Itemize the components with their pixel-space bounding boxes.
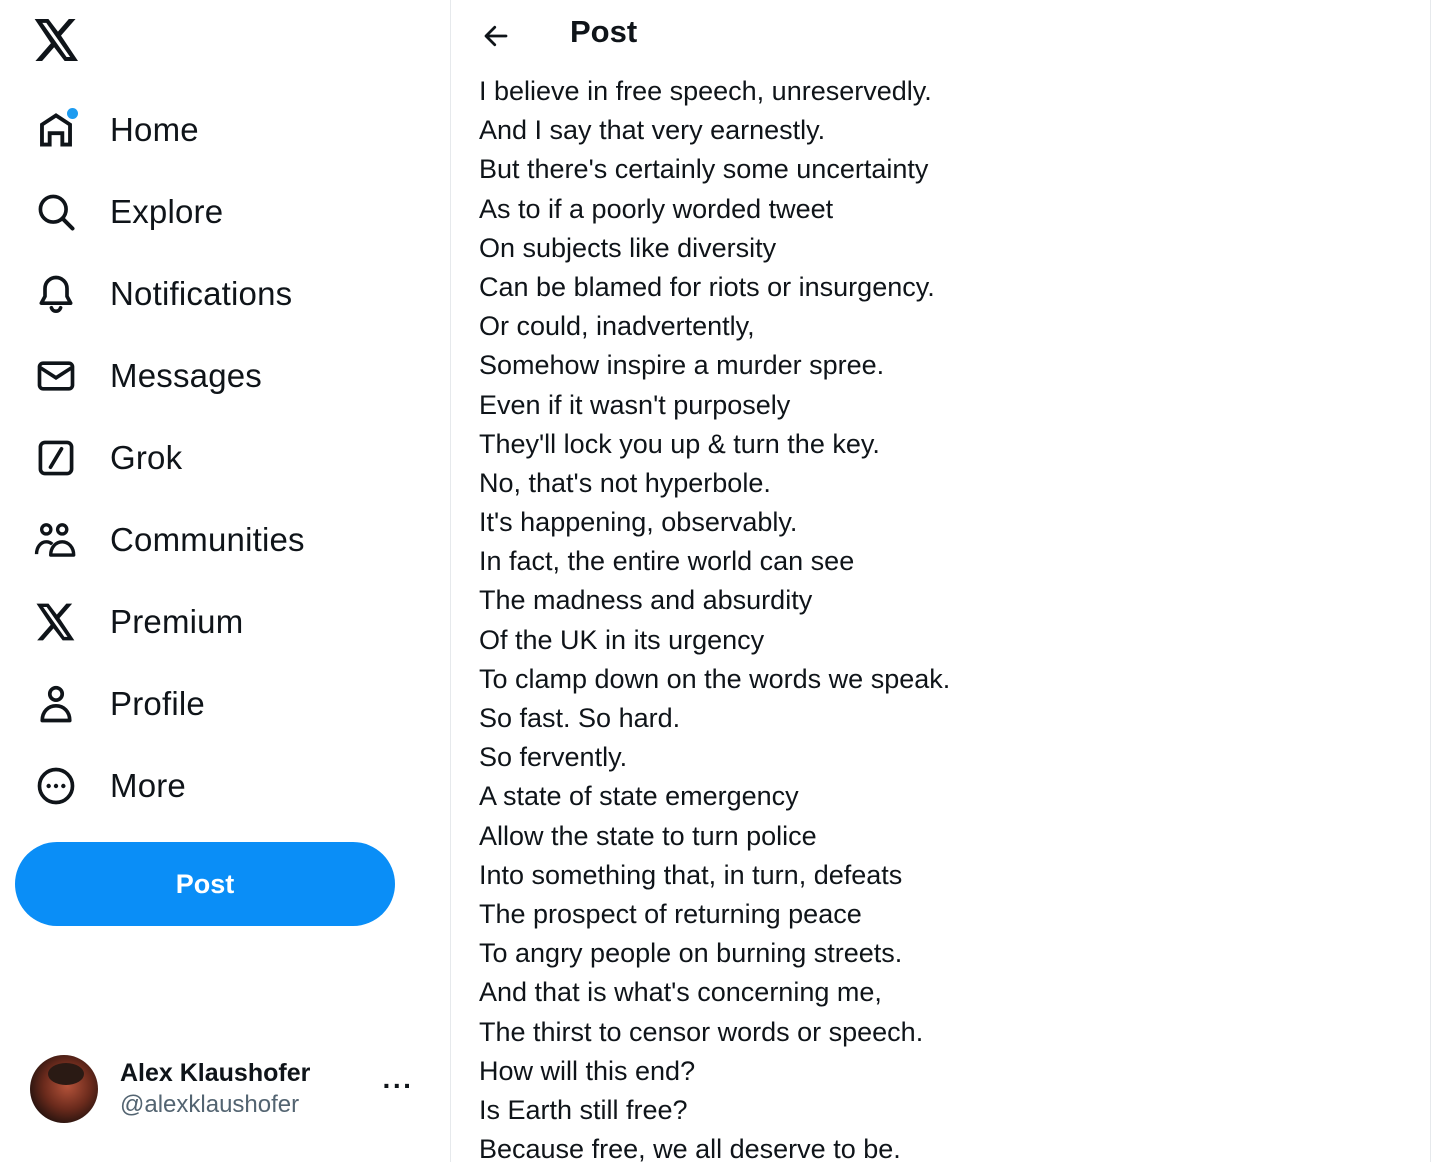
- nav-item-more[interactable]: [28, 756, 358, 816]
- post-text-line: So fast. So hard.: [479, 703, 681, 733]
- post-text-line: The madness and absurdity: [479, 585, 813, 616]
- post-text-line: And I say that very earnestly.: [479, 115, 826, 146]
- nav-label-home: Home: [110, 111, 199, 148]
- nav-item-notifications[interactable]: [28, 264, 358, 324]
- main-column: [452, 0, 1431, 1162]
- post-text-line: Somehow inspire a murder spree.: [479, 350, 885, 381]
- people-icon: [28, 512, 84, 568]
- post-text-line: Even if it wasn't purposely: [479, 389, 791, 420]
- x-logo-icon[interactable]: [30, 16, 84, 64]
- more-dots-icon[interactable]: ···: [382, 1070, 414, 1101]
- nav-item-premium[interactable]: [28, 592, 358, 652]
- post-text-line: Or could, inadvertently,: [479, 311, 755, 342]
- sidebar: [0, 0, 451, 1162]
- post-text-line: No, that's not hyperbole.: [479, 467, 771, 498]
- back-arrow-icon[interactable]: [474, 14, 518, 58]
- nav-label-communities: Communities: [110, 521, 305, 558]
- post-text-line: How will this end?: [479, 1055, 696, 1086]
- grok-icon: [28, 430, 84, 486]
- bell-icon: [28, 266, 84, 322]
- nav-item-profile[interactable]: [28, 674, 358, 734]
- post-text-line: I believe in free speech, unreservedly.: [479, 76, 932, 106]
- post-text-line: It's happening, observably.: [479, 507, 798, 538]
- post-text-line: To angry people on burning streets.: [479, 938, 903, 969]
- account-handle: @alexklaushofer: [120, 1091, 300, 1118]
- post-text-line: In fact, the entire world can see: [479, 546, 855, 577]
- person-icon: [28, 676, 84, 732]
- nav-item-home[interactable]: [28, 100, 358, 160]
- post-button[interactable]: Post: [15, 842, 395, 926]
- account-text: [120, 1057, 310, 1121]
- nav-item-explore[interactable]: [28, 182, 358, 242]
- post-text-line: But there's certainly some uncertainty: [479, 154, 929, 185]
- post-text-line: And that is what's concerning me,: [479, 977, 882, 1008]
- nav-label-more: More: [110, 767, 186, 804]
- post-text-line: A state of state emergency: [479, 781, 799, 812]
- post-text-line: Allow the state to turn police: [479, 820, 817, 851]
- nav-label-grok: Grok: [110, 439, 183, 476]
- page-title: Post: [570, 14, 638, 49]
- nav-label-messages: Messages: [110, 357, 263, 394]
- notification-dot: [67, 108, 78, 119]
- search-icon: [28, 184, 84, 240]
- post-text-line: On subjects like diversity: [479, 232, 777, 263]
- nav-item-messages[interactable]: [28, 346, 358, 406]
- home-icon: [28, 102, 84, 158]
- post-text: [479, 72, 1409, 1162]
- post-text-line: Of the UK in its urgency: [479, 624, 765, 655]
- x-logo-icon: [28, 594, 84, 650]
- nav-label-premium: Premium: [110, 603, 244, 640]
- nav-item-communities[interactable]: [28, 510, 358, 570]
- post-text-line: To clamp down on the words we speak.: [479, 663, 951, 694]
- nav-label-explore: Explore: [110, 193, 224, 230]
- nav-label-notifications: Notifications: [110, 275, 293, 312]
- post-text-line: Into something that, in turn, defeats: [479, 859, 903, 890]
- post-text-line: The prospect of returning peace: [479, 898, 862, 929]
- post-text-line: So fervently.: [479, 742, 628, 773]
- account-name: Alex Klaushofer: [120, 1059, 311, 1087]
- nav-item-grok[interactable]: [28, 428, 358, 488]
- post-text-line: Is Earth still free?: [479, 1094, 688, 1125]
- post-text-line: Because free, we all deserve to be.: [479, 1134, 901, 1162]
- post-text-line: The thirst to censor words or speech.: [479, 1016, 924, 1047]
- post-text-line: Can be blamed for riots or insurgency.: [479, 271, 935, 302]
- avatar: [30, 1055, 98, 1123]
- post-header: [452, 0, 1430, 74]
- nav-label-profile: Profile: [110, 685, 205, 722]
- account-switcher[interactable]: [30, 1052, 430, 1126]
- post-text-line: They'll lock you up & turn the key.: [479, 428, 880, 459]
- post-text-line: As to if a poorly worded tweet: [479, 193, 834, 224]
- envelope-icon: [28, 348, 84, 404]
- more-circle-icon: [28, 758, 84, 814]
